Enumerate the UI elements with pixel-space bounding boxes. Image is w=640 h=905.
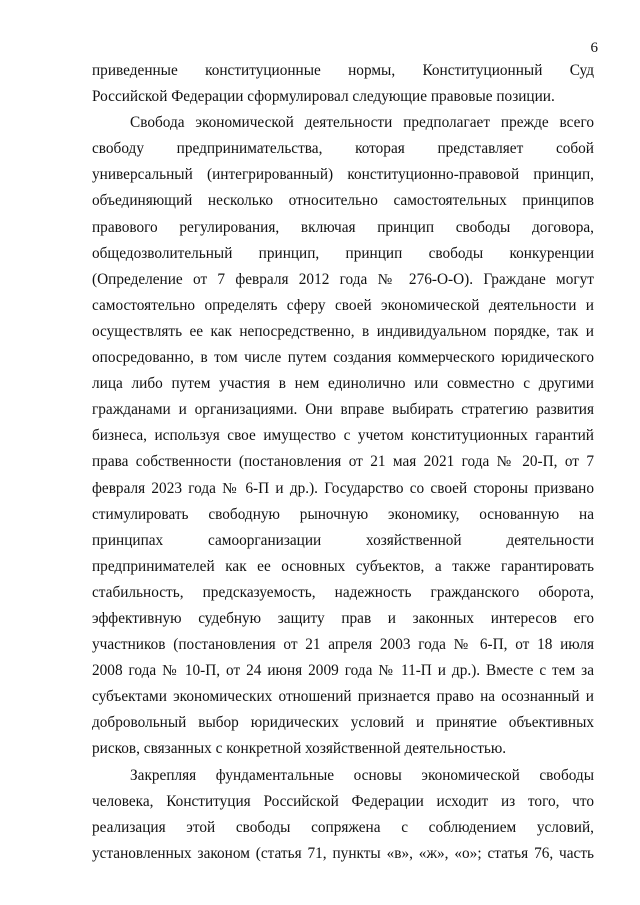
text-line: рисков, связанных с конкретной хозяйственной деятельностью. <box>92 740 507 758</box>
page-number: 6 <box>590 40 598 56</box>
text-line: 2008 года № 10-П, от 24 июня 2009 года № 11-П и др.). Вместе с тем за <box>92 662 594 680</box>
text-line: Российской Федерации сформулировал следующие правовые позиции. <box>92 88 555 106</box>
text-line: участников (постановления от 21 апреля 2003 года № 6-П, от 18 июля <box>92 636 594 654</box>
text-line: универсальный (интегрированный) конституционно-правовой принцип, <box>92 166 594 184</box>
text-line: Свобода экономической деятельности предполагает прежде всего <box>130 114 594 132</box>
text-line: предпринимателей как ее основных субъектов, а также гарантировать <box>92 557 594 575</box>
text-line: февраля 2023 года № 6-П и др.). Государство со своей стороны призвано <box>92 479 594 497</box>
text-line: свободу предпринимательства, которая представляет собой <box>92 140 594 158</box>
text-line: стимулировать свободную рыночную экономику, основанную на <box>92 505 594 523</box>
document-body <box>92 58 594 867</box>
text-line: Закрепляя фундаментальные основы экономической свободы <box>130 766 594 784</box>
text-line: общедозволительный принцип, принцип свободы конкуренции <box>92 244 594 262</box>
text-line: человека, Конституция Российской Федерации исходит из того, что <box>92 792 594 810</box>
text-line: осуществлять ее как непосредственно, в индивидуальном порядке, так и <box>92 322 594 340</box>
text-line: гражданами и организациями. Они вправе выбирать стратегию развития <box>92 401 594 419</box>
text-line: реализация этой свободы сопряжена с соблюдением условий, <box>92 818 594 836</box>
text-line: бизнеса, используя свое имущество с учетом конституционных гарантий <box>92 427 594 445</box>
text-line: опосредованно, в том числе путем создания коммерческого юридического <box>92 349 594 367</box>
text-line: права собственности (постановления от 21 мая 2021 года № 20-П, от 7 <box>92 453 594 471</box>
text-line: правового регулирования, включая принцип свободы договора, <box>92 218 594 236</box>
text-line: объединяющий несколько относительно самостоятельных принципов <box>92 192 594 210</box>
text-line: субъектами экономических отношений признается право на осознанный и <box>92 688 594 706</box>
text-line: добровольный выбор юридических условий и принятие объективных <box>92 714 594 732</box>
text-line: лица либо путем участия в нем единолично или совместно с другими <box>92 375 594 393</box>
text-line: принципах самоорганизации хозяйственной деятельности <box>92 531 594 549</box>
text-line: эффективную судебную защиту прав и законных интересов его <box>92 609 594 627</box>
text-line: установленных законом (статья 71, пункты «в», «ж», «о»; статья 76, часть <box>92 844 594 862</box>
text-line: стабильность, предсказуемость, надежность гражданского оборота, <box>92 583 594 601</box>
text-line: (Определение от 7 февраля 2012 года № 276-О-О). Граждане могут <box>92 270 594 288</box>
text-line: приведенные конституционные нормы, Конституционный Суд <box>92 62 594 79</box>
text-line: самостоятельно определять сферу своей экономической деятельности и <box>92 296 594 314</box>
